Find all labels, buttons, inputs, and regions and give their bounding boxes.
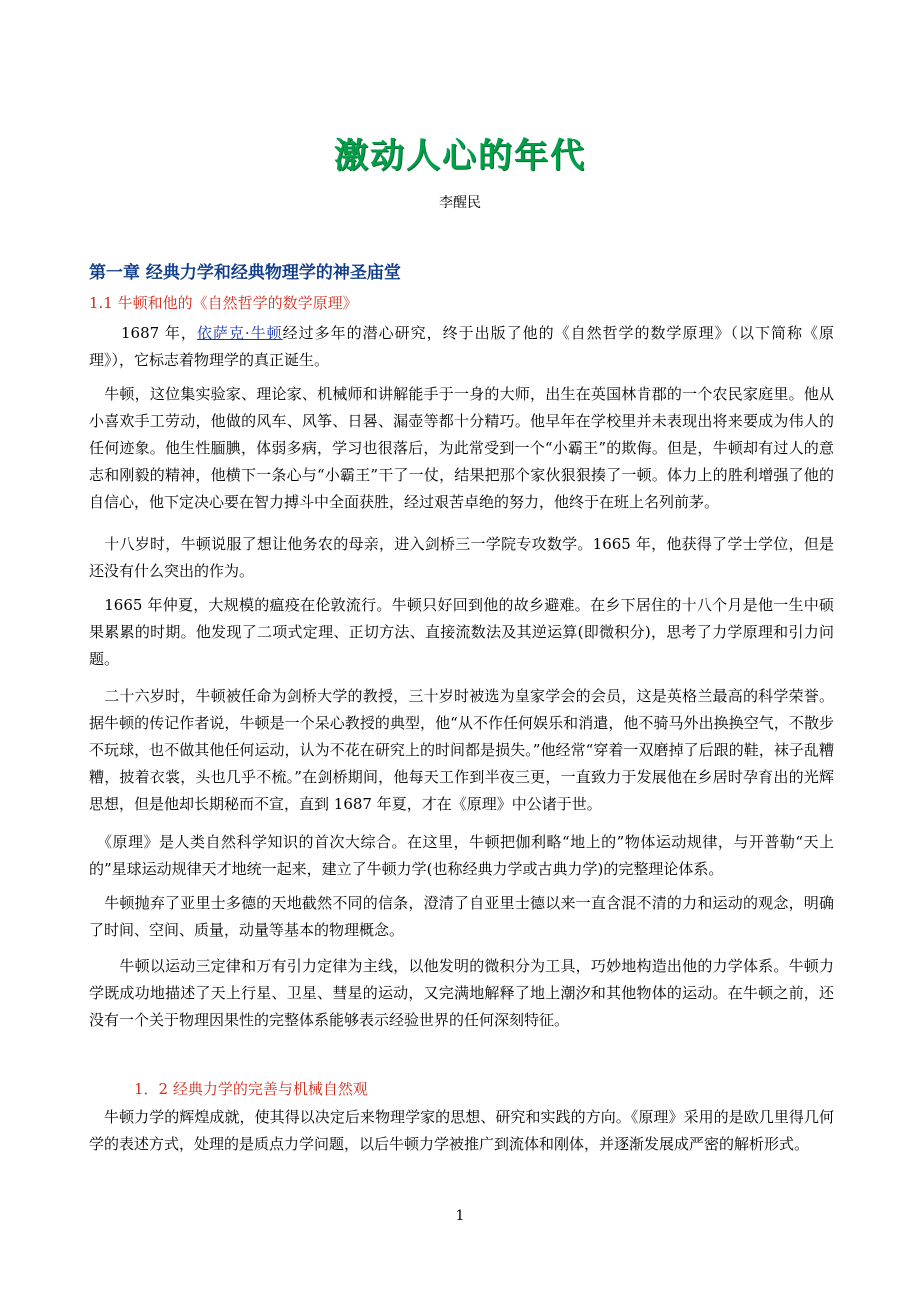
paragraph-1-start: 1687 年，	[89, 324, 197, 342]
paragraph-8: 牛顿以运动三定律和万有引力定律为主线，以他发明的微积分为工具，巧妙地构造出他的力学体系。牛顿力学既成功地描述了天上行星、卫星、彗星的运动，又完满地解释了地上潮汐和其他物体的运动。在牛顿之前，还没有一个关于物理因果性的完整体系能够表示经验世界的任何深刻特征。	[89, 957, 834, 1029]
newton-link[interactable]: 依萨克·牛顿	[196, 324, 283, 342]
paragraph-1	[89, 320, 834, 374]
paragraph-3: 十八岁时，牛顿说服了想让他务农的母亲，进入剑桥三一学院专攻数学。1665 年，他获得了学士学位，但是还没有什么突出的作为。	[89, 535, 834, 580]
section-heading-1-2: 1．2 经典力学的完善与机械自然观	[134, 1080, 368, 1098]
page-number: 1	[455, 1208, 465, 1224]
chapter-heading: 第一章 经典力学和经典物理学的神圣庙堂	[89, 263, 401, 283]
author-name: 李醒民	[439, 195, 481, 211]
paragraph-6: 《原理》是人类自然科学知识的首次大综合。在这里，牛顿把伽利略“地上的”物体运动规律，与开普勒“天上的”星球运动规律天才地统一起来，建立了牛顿力学(也称经典力学或古典力学)的完整理论体系。	[89, 833, 834, 878]
document-title: 激动人心的年代	[334, 136, 586, 176]
paragraph-7: 牛顿抛弃了亚里士多德的天地截然不同的信条，澄清了自亚里士德以来一直含混不清的力和运动的观念，明确了时间、空间、质量，动量等基本的物理概念。	[89, 894, 834, 939]
paragraph-1-end: 经过多年的潜心研究，终于出版了他的《自然哲学的数学原理》（以下简称《原理》），它标志着物理学的真正诞生。	[89, 324, 834, 369]
paragraph-2: 牛顿，这位集实验家、理论家、机械师和讲解能手于一身的大师，出生在英国林肯郡的一个农民家庭里。他从小喜欢手工劳动，他做的风车、风筝、日晷、漏壶等都十分精巧。他早年在学校里并未表现出将来要成为伟人的任何迹象。他生性腼腆，体弱多病，学习也很落后，为此常受到一个“小霸王”的欺侮。但是，牛顿却有过人的意志和刚毅的精神，他横下一条心与“小霸王”干了一仗，结果把那个家伙狠狠揍了一顿。体力上的胜利增强了他的自信心，他下定决心要在智力搏斗中全面获胜，经过艰苦卓绝的努力，他终于在班上名列前茅。	[89, 385, 834, 511]
paragraph-4: 1665 年仲夏，大规模的瘟疫在伦敦流行。牛顿只好回到他的故乡避难。在乡下居住的十八个月是他一生中硕果累累的时期。他发现了二项式定理、正切方法、直接流数法及其逆运算(即微积分)，思考了力学原理和引力问题。	[89, 596, 834, 668]
paragraph-5: 二十六岁时，牛顿被任命为剑桥大学的教授，三十岁时被选为皇家学会的会员，这是英格兰最高的科学荣誉。据牛顿的传记作者说，牛顿是一个呆心教授的典型，他“从不作任何娱乐和消遣，他不骑马外出换换空气，不散步不玩球，也不做其他任何运动，认为不花在研究上的时间都是损失。”他经常“穿着一双磨掉了后跟的鞋，袜子乱糟糟，披着衣裳，头也几乎不梳。”在剑桥期间，他每天工作到半夜三更，一直致力于发展他在乡居时孕育出的光辉思想，但是他却长期秘而不宣，直到 1687 年夏，才在《原理》中公诸于世。	[89, 687, 834, 813]
section-heading-1-1: 1.1 牛顿和他的《自然哲学的数学原理》	[89, 294, 358, 312]
paragraph-9: 牛顿力学的辉煌成就，使其得以决定后来物理学家的思想、研究和实践的方向。《原理》采用的是欧几里得几何学的表述方式，处理的是质点力学问题，以后牛顿力学被推广到流体和刚体，并逐渐发展成严密的解析形式。	[89, 1108, 834, 1153]
